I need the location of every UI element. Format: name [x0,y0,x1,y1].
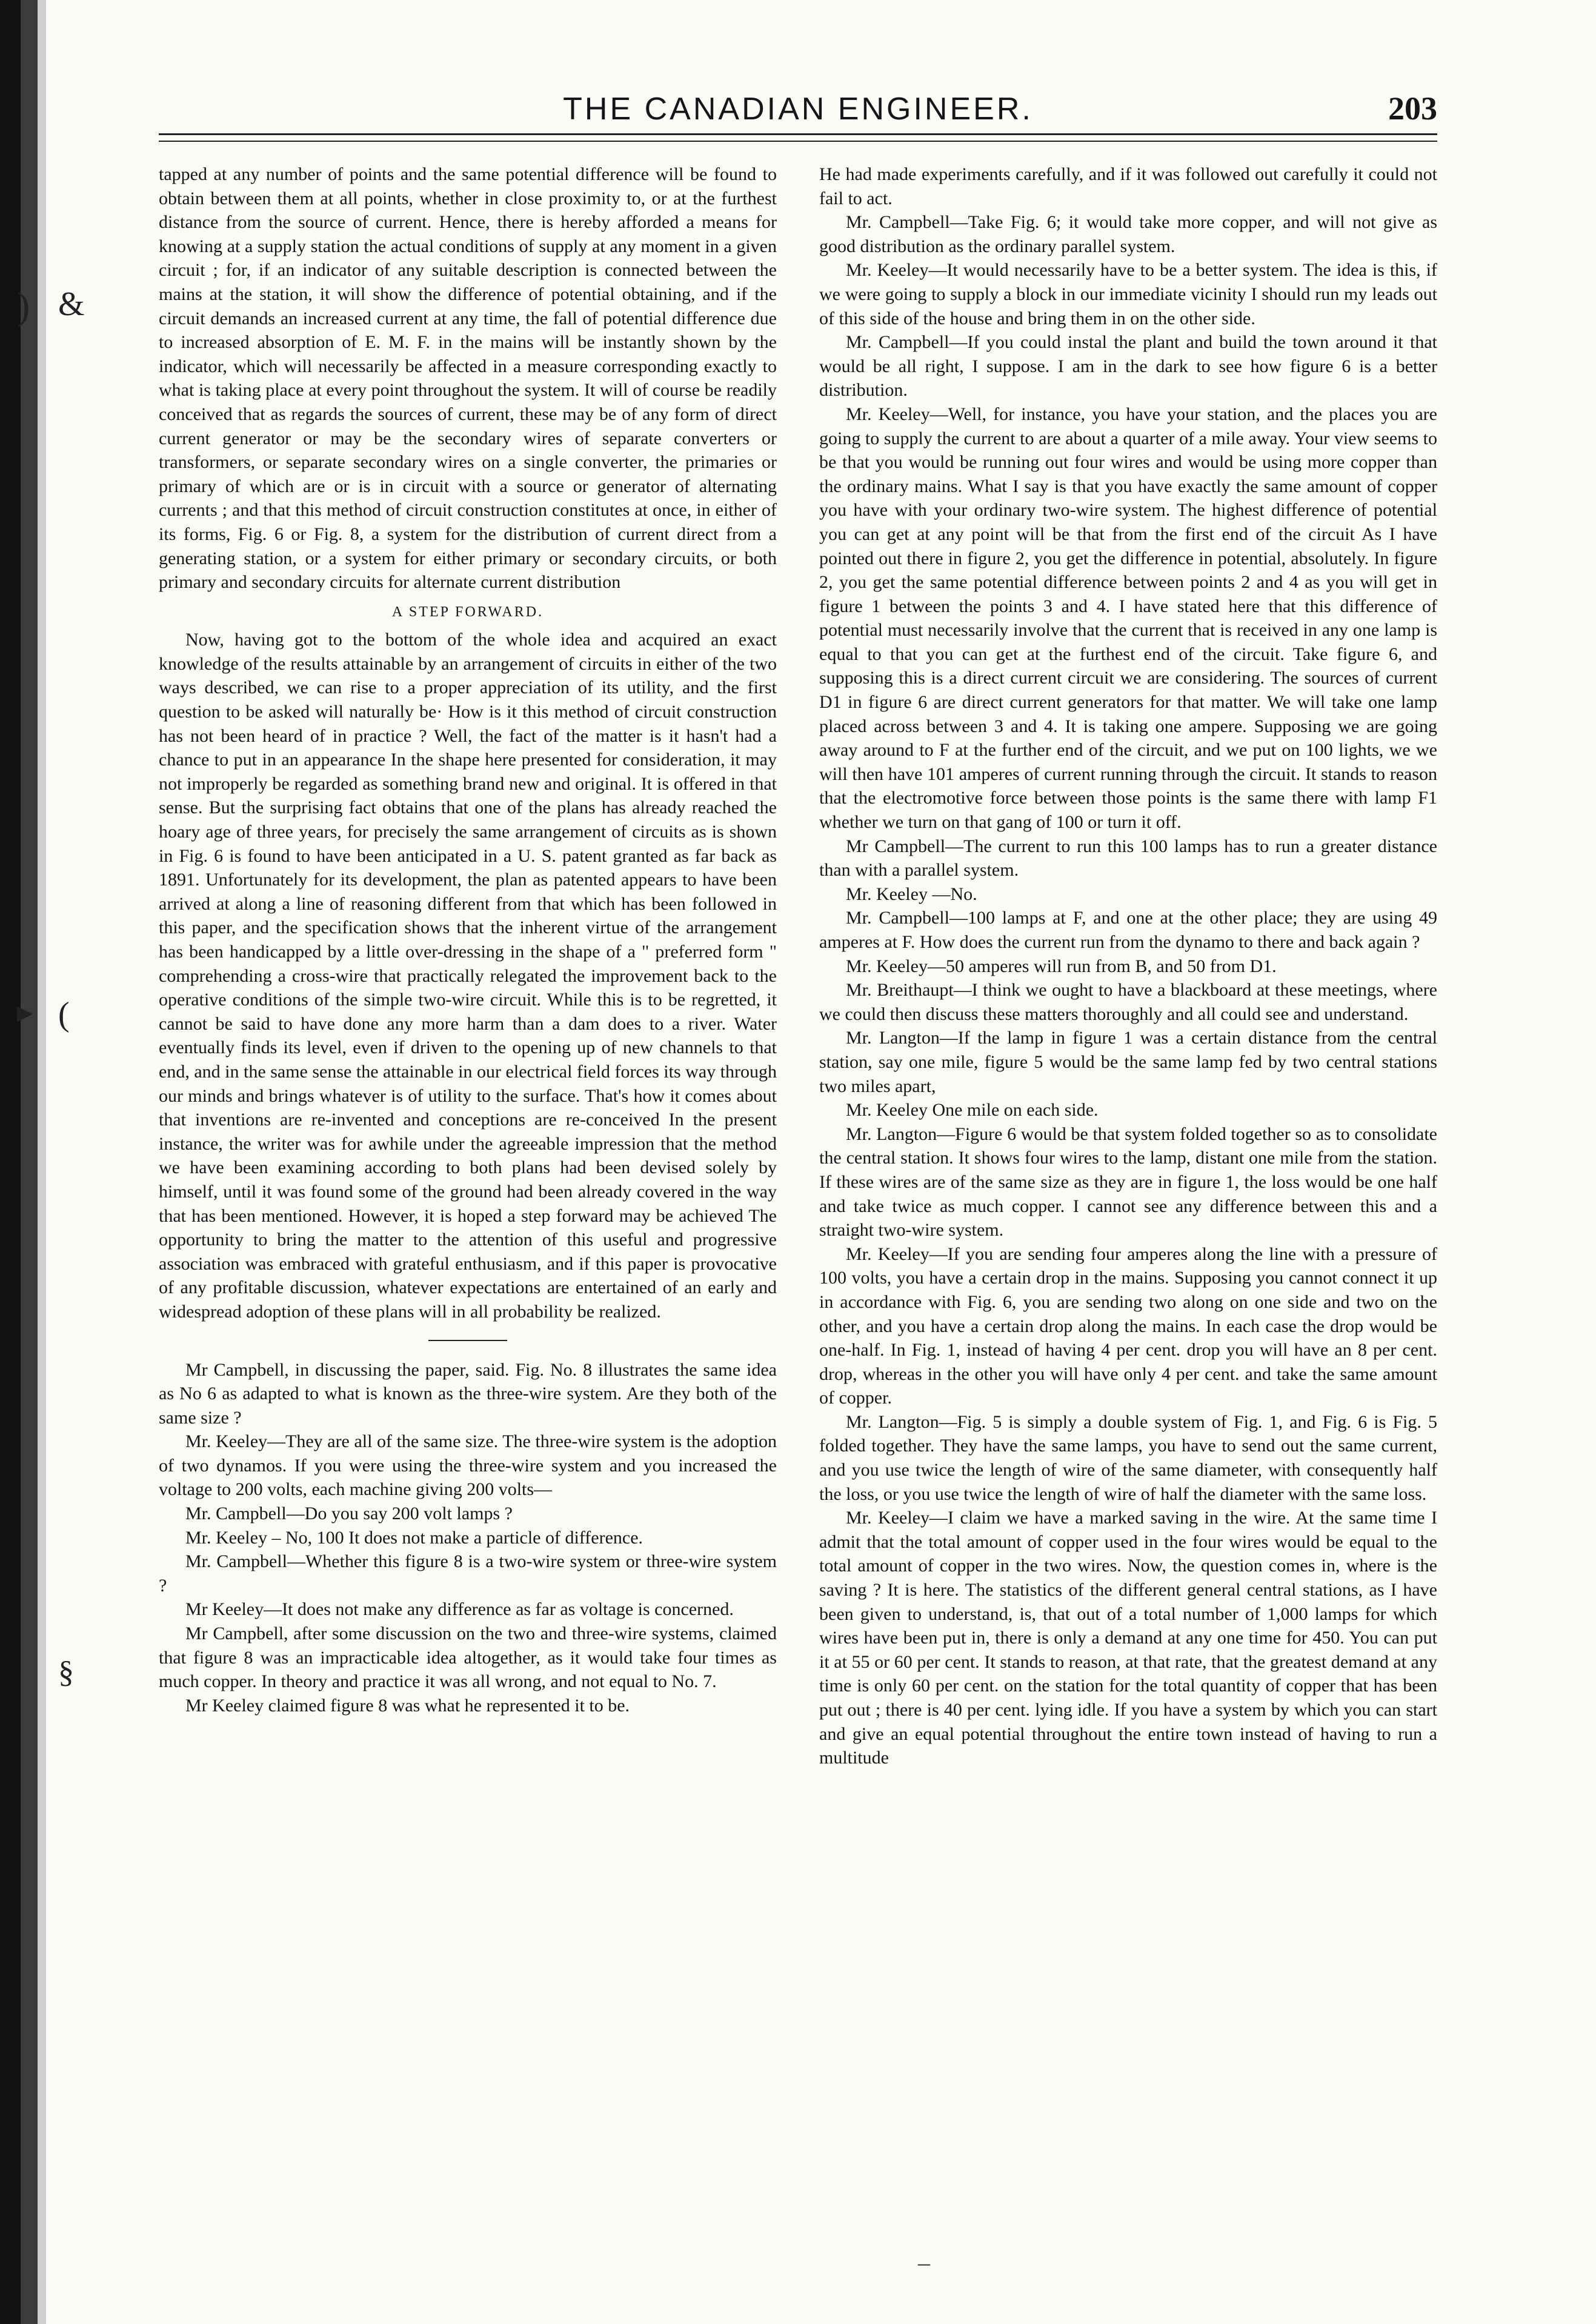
paragraph: Mr Campbell, in discussing the paper, said. Fig. No. 8 illustrates the same idea as No 6 as adapted to what is known as the three-wire system. Are they both of the same size ? [159,1359,777,1428]
margin-ornament-mark: & [58,285,85,323]
paragraph: Now, having got to the bottom of the whole idea and acquired an exact knowledge of the results attainable by an arrangement of circuits in either of the two ways described, we can rise to a proper appreciation of its utility, and the first question to be asked will naturally be· How is it this method of circuit construction has not been heard of in practice ? Well, the fact of the matter is it hasn't had a chance to put in an appearance In the shape here presented for consideration, it may not improperly be regarded as something brand new and original. It is offered in that sense. But the surprising fact obtains that one of the plans has already reached the hoary age of three years, for precisely the same arrangement of circuits as is shown in Fig. 6 is found to have been anticipated in a U. S. patent granted as far back as 1891. Unfortunately for its development, the plan as patented appears to have been arrived at along a line of reasoning different from that which has been followed in this paper, and the specification shows that the inherent virtue of the arrangement has been handicapped by a little over-dressing in the shape of a " preferred form " comprehending a cross-wire that practically relegated the improvement back to the operative conditions of the simple two-wire circuit. While this is to be regretted, it cannot be said to have done any more harm than a dam does to a river. Water eventually finds its level, even if driven to the opening up of new channels to that end, and in the same sense the attainable in our electrical field forces its way through our minds and brings whatever is of utility to the surface. That's how it comes about that inventions are re-invented and conceptions are re-conceived In the present instance, the writer was for awhile under the agreeable impression that the method we have been examining according to both plans had been devised solely by himself, until it was found some of the ground had been already covered in the way that has been mentioned. However, it is hoped a step forward may be achieved The opportunity to bring the matter to the attention of this useful and progressive association was embraced with grateful enthusiasm, and if this paper is provocative of any profitable discussion, whatever expectations are entertained of an early and widespread adoption of these plans will in all probability be realized. [159,630,777,1322]
paragraph: Mr Campbell, after some discussion on the two and three-wire systems, claimed that figure 8 was an impracticable idea altogether, as it would take four times as much copper. In theory and practice it was all wrong, and not equal to No. 7. [159,1623,777,1692]
paragraph: He had made experiments carefully, and if it was followed out carefully it could not fail to act. [819,164,1437,208]
margin-bracket-mark: ▸ [17,995,33,1030]
paragraph: Mr Campbell—The current to run this 100 lamps has to run a greater distance than with a parallel system. [819,836,1437,881]
paragraph: tapped at any number of points and the same potential difference will be found to obtain between them at all points, whether in close proximity to, or at the furthest distance from the source of current. Hence, there is hereby afforded a means for knowing at a supply station the actual conditions of supply at any moment in a given circuit ; for, if an indicator of any suitable description is connected between the mains at the station, it will show the difference of potential obtaining, and if the circuit demands an increased current at any time, the fall of potential difference due to increased absorption of E. M. F. in the mains will be instantly shown by the indicator, which will necessarily be affected in a measure corresponding exactly to what is taking place at every point throughout the system. It will of course be readily conceived that as regards the sources of current, these may be of any form of direct current generator or may be the secondary wires of separate converters or transformers, or separate secondary wires on a single converter, the primaries or primary of which are or is in circuit with a source or generator of alternating currents ; and that this method of circuit construction constitutes at once, in either of its forms, Fig. 6 or Fig. 8, a system for the distribution of current direct from a generating station, or a system for either primary or secondary circuits, or both primary and secondary circuits for alternate current distribution [159,164,777,593]
paragraph: Mr Keeley—It does not make any difference as far as voltage is concerned. [185,1599,734,1620]
paragraph: Mr. Breithaupt—I think we ought to have a blackboard at these meetings, where we could then discuss these matters thoroughly and all could see and understand. [819,980,1437,1024]
margin-bracket-mark: ) [17,284,30,327]
paragraph: Mr. Campbell—Whether this figure 8 is a two-wire system or three-wire system ? [159,1551,777,1596]
paragraph: Mr. Keeley—I claim we have a marked saving in the wire. At the same time I admit that the total amount of copper used in the four wires would be equal to the total amount of copper in the two wires. Now, the question comes in, where is the saving ? It is here. The statistics of the different general central stations, as I have been given to understand, is, that out of a total number of 1,000 lamps for which wires have been put in, there is only a demand at any one time for 450. You can put it at 55 or 60 per cent. It stands to reason, at that rate, that the greatest demand at any time is only 60 per cent. on the station for the total quantity of copper that has been put out ; there is 40 per cent. lying idle. If you have a system by which you can start and give an equal potential throughout the entire town instead of having to run a multitude [819,1508,1437,1768]
page-header [159,91,1437,127]
paragraph: Mr. Langton—Figure 6 would be that system folded together so as to consolidate the central station. It shows four wires to the lamp, distant one mile from the station. If these wires are of the same size as they are in figure 1, the loss would be one half and take twice as much copper. I cannot see any difference between this and a straight two-wire system. [819,1124,1437,1240]
paragraph: Mr. Keeley—50 amperes will run from B, and 50 from D1. [846,956,1277,976]
paragraph: Mr. Keeley—They are all of the same size. The three-wire system is the adoption of two dynamos. If you were using the three-wire system and you increased the voltage to 200 volts, each machine giving 200 volts— [159,1431,777,1500]
paragraph: Mr Keeley claimed figure 8 was what he represented it to be. [185,1695,630,1716]
paragraph: Mr. Keeley—If you are sending four amperes along the line with a pressure of 100 volts, you have a certain drop in the mains. Supposing you cannot connect it up in accordance with Fig. 6, you are sending two along on one side and two on the other, and you have a certain drop along the mains. In each case the drop would be one-half. In Fig. 1, instead of having 4 per cent. drop you will have an 8 per cent. drop, whereas in the other you will have only 4 per cent. and take the same amount of copper. [819,1244,1437,1408]
page-number: 203 [1388,90,1437,127]
paragraph: Mr. Campbell—Take Fig. 6; it would take more copper, and will not give as good distribution as the ordinary parallel system. [819,212,1437,256]
paragraph: Mr. Campbell—100 lamps at F, and one at the other place; they are using 49 amperes at F. How does the current run from the dynamo to there and back again ? [819,908,1437,952]
paragraph: Mr. Keeley One mile on each side. [846,1100,1099,1120]
paragraph: Mr. Keeley – No, 100 It does not make a particle of difference. [185,1527,643,1548]
left-column [159,162,777,1717]
paragraph: Mr. Langton—If the lamp in figure 1 was a certain distance from the central station, say one mile, figure 5 would be the same lamp fed by two central stations two miles apart, [819,1028,1437,1096]
header-rule [159,133,1437,135]
paragraph: Mr. Keeley—Well, for instance, you have your station, and the places you are going to supply the current to are about a quarter of a mile away. Your view seems to be that you would be running out four wires and would be using more copper than the ordinary mains. What I say is that you have exactly the same amount of copper you have with your ordinary two-wire system. The highest difference of potential you can get at any point will be that from the first end of the circuit As I have pointed out there in figure 2, you get the difference in potential, absolutely. In figure 2, you get the same potential difference between points 2 and 4 as you will get in figure 1 between the points 3 and 4. I have stated here that this difference of potential must necessarily involve that the current that is received in any one lamp is equal to that you can get at the furthest end of the circuit. Take figure 6, and supposing this is a direct current circuit we are considering. The sources of current D1 in figure 6 are direct current generators for that matter. We will take one lamp placed across between 3 and 4. It is taking one ampere. Supposing we are going away around to F at the further end of the circuit, and we put on 100 lights, we we will then have 101 amperes of current running through the circuit. It stands to reason that the electromotive force between those points is the same there with lamp F1 whether we turn on that gang of 100 or turn it off. [819,404,1437,833]
section-heading: A STEP FORWARD. [391,604,544,620]
margin-ornament-mark: § [58,1655,74,1690]
paragraph: Mr. Campbell—Do you say 200 volt lamps ? [185,1503,513,1524]
paragraph: Mr. Keeley—It would necessarily have to be a better system. The idea is this, if we were going to supply a block in our immediate vicinity I should run my leads out of this side of the house and bring them in on the other side. [819,260,1437,328]
paragraph: Mr. Langton—Fig. 5 is simply a double system of Fig. 1, and Fig. 6 is Fig. 5 folded together. They have the same lamps, you have to send out the same current, and you use twice the length of wire of the same diameter, with consequently half the loss, or you use twice the length of wire of half the diameter with the same loss. [819,1411,1437,1504]
header-rule-thin [159,141,1437,142]
section-divider [428,1340,507,1341]
binding-edge [0,0,56,2324]
margin-ornament-mark: ( [58,996,70,1033]
journal-title: THE CANADIAN ENGINEER. [563,92,1033,127]
paragraph: Mr. Keeley —No. [846,884,977,904]
footer-dash-mark: – [918,2249,930,2276]
right-column [819,162,1437,1770]
paragraph: Mr. Campbell—If you could instal the plant and build the town around it that would be all right, I suppose. I am in the dark to see how figure 6 is a better distribution. [819,332,1437,401]
